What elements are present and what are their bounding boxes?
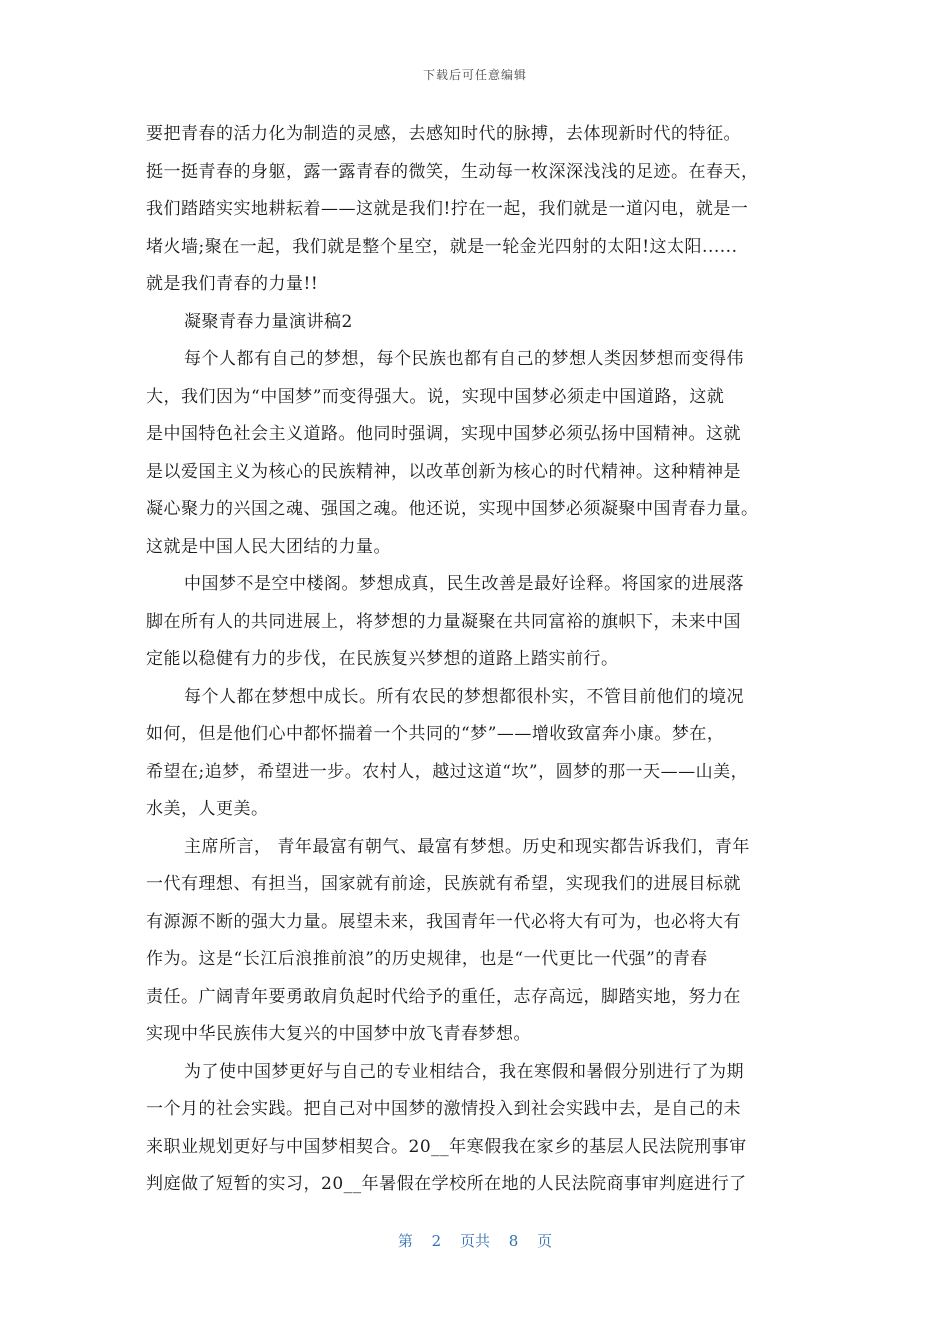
text-line: 实现中华民族伟大复兴的中国梦中放飞青春梦想。 <box>146 1024 531 1044</box>
text-line: 定能以稳健有力的步伐，在民族复兴梦想的道路上踏实前行。 <box>146 649 619 669</box>
text-line: 堵火墙;聚在一起，我们就是整个星空，就是一轮金光四射的太阳!这太阳...... <box>146 236 738 257</box>
text-line: 我们踏踏实实地耕耘着——这就是我们!拧在一起，我们就是一道闪电，就是一 <box>146 199 749 219</box>
text-line: 凝心聚力的兴国之魂、强国之魂。他还说，实现中国梦必须凝聚中国青春力量。 <box>146 499 759 519</box>
page-number-footer: 第 2 页共 8 页 <box>397 1232 553 1250</box>
text-line: 水美，人更美。 <box>146 799 269 819</box>
text-line: 判庭做了短暂的实习，20__年暑假在学校所在地的人民法院商事审判庭进行了 <box>146 1174 747 1194</box>
text-line: 来职业规划更好与中国梦相契合。20__年寒假我在家乡的基层人民法院刑事审 <box>146 1136 747 1157</box>
text-line: 脚在所有人的共同进展上，将梦想的力量凝聚在共同富裕的旗帜下，未来中国 <box>146 611 741 632</box>
text-line: 作为。这是“长江后浪推前浪”的历史规律，也是“一代更比一代强”的青春 <box>146 949 708 969</box>
text-line: 凝聚青春力量演讲稿2 <box>184 311 353 332</box>
text-line: 大，我们因为“中国梦”而变得强大。说，实现中国梦必须走中国道路，这就 <box>146 386 725 407</box>
text-line: 这就是中国人民大团结的力量。 <box>146 536 391 557</box>
text-line: 一代有理想、有担当，国家就有前途，民族就有希望，实现我们的进展目标就 <box>146 874 741 894</box>
text-line: 就是我们青春的力量!! <box>146 274 319 294</box>
text-line: 为了使中国梦更好与自己的专业相结合，我在寒假和暑假分别进行了为期 <box>184 1061 744 1082</box>
document-body <box>146 116 826 1204</box>
text-line: 一个月的社会实践。把自己对中国梦的激情投入到社会实践中去，是自己的未 <box>146 1099 741 1119</box>
text-line: 挺一挺青春的身躯，露一露青春的微笑，生动每一枚深深浅浅的足迹。在春天， <box>146 161 759 182</box>
text-line: 中国梦不是空中楼阁。梦想成真，民生改善是最好诠释。将国家的进展落 <box>184 574 744 594</box>
text-line: 责任。广阔青年要勇敢肩负起时代给予的重任，志存高远，脚踏实地，努力在 <box>146 986 741 1007</box>
text-line: 如何，但是他们心中都怀揣着一个共同的“梦”——增收致富奔小康。梦在， <box>146 724 725 744</box>
text-line: 是以爱国主义为核心的民族精神，以改革创新为核心的时代精神。这种精神是 <box>146 461 741 482</box>
text-line: 主席所言， 青年最富有朝气、最富有梦想。历史和现实都告诉我们，青年 <box>184 836 750 857</box>
text-line: 有源源不断的强大力量。展望未来，我国青年一代必将大有可为，也必将大有 <box>146 911 741 932</box>
text-line: 要把青春的活力化为制造的灵感，去感知时代的脉搏，去体现新时代的特征。 <box>146 124 741 144</box>
text-line: 每个人都有自己的梦想，每个民族也都有自己的梦想人类因梦想而变得伟 <box>184 349 744 369</box>
page-header-note: 下载后可任意编辑 <box>422 68 527 82</box>
text-line: 是中国特色社会主义道路。他同时强调，实现中国梦必须弘扬中国精神。这就 <box>146 424 741 444</box>
text-line: 每个人都在梦想中成长。所有农民的梦想都很朴实，不管目前他们的境况 <box>184 686 744 707</box>
text-line: 希望在;追梦，希望进一步。农村人，越过这道“坎”，圆梦的那一天——山美， <box>146 761 749 782</box>
